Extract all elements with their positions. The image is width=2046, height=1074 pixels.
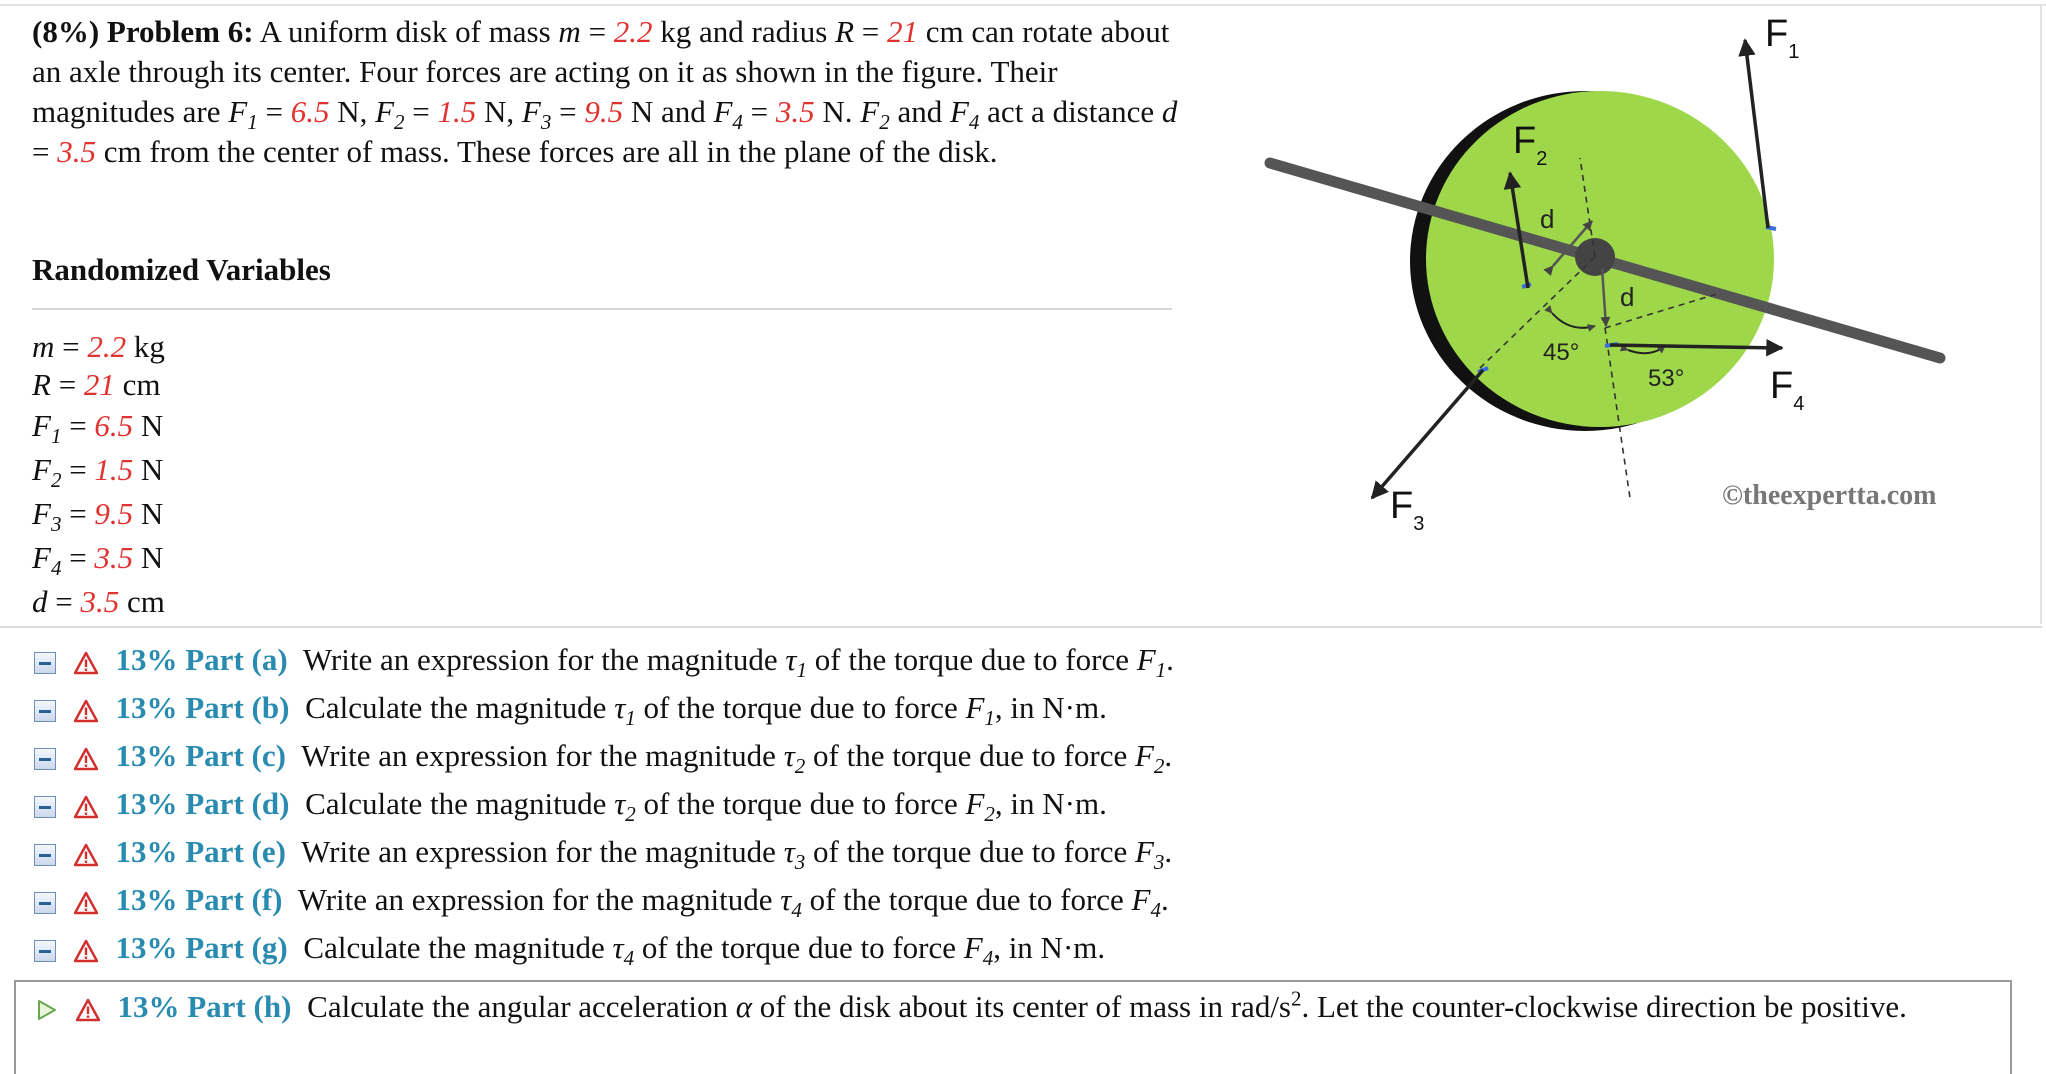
collapse-icon[interactable] (34, 652, 56, 674)
part-e[interactable] (34, 828, 1994, 876)
collapse-icon[interactable] (34, 940, 56, 962)
mass-value: 2.2 (613, 14, 653, 49)
part-question: Calculate the magnitude $\tau_1$ of the torque due to force $F_1$, in N·m. (305, 690, 1107, 731)
parts-list (34, 636, 1994, 972)
label-f1: $F_1$ (1765, 13, 1800, 63)
part-label[interactable]: 13% Part (g) (115, 930, 288, 965)
part-label[interactable]: 13% Part (c) (115, 738, 286, 773)
collapse-icon[interactable] (34, 844, 56, 866)
part-d[interactable] (34, 780, 1994, 828)
warning-icon (74, 843, 98, 867)
randomized-variables-list (32, 328, 165, 624)
label-d-lower: d (1620, 282, 1635, 312)
f3-value: 9.5 (584, 94, 624, 129)
part-label[interactable]: 13% Part (a) (115, 642, 288, 677)
part-a[interactable] (34, 636, 1994, 684)
part-g[interactable] (34, 924, 1994, 972)
variable-f3: $F_3 = 9.5$ N (32, 496, 164, 537)
part-question: Calculate the angular acceleration α of the disk about its center of mass in rad/$s^2$. Let the counter-clockwise direction be positive. (307, 986, 1907, 1024)
label-f4: $F_4$ (1770, 365, 1805, 415)
warning-icon (76, 998, 100, 1022)
part-question: Write an expression for the magnitude $\tau_4$ of the torque due to force $F_4$. (297, 882, 1169, 923)
warning-icon (74, 891, 98, 915)
part-label[interactable]: 13% Part (h) (117, 989, 292, 1024)
collapse-icon[interactable] (34, 700, 56, 722)
copyright-text: ©theexpertta.com (1722, 480, 1937, 511)
warning-icon (74, 795, 98, 819)
part-b[interactable] (34, 684, 1994, 732)
part-question: Calculate the magnitude $\tau_2$ of the torque due to force $F_2$, in N·m. (305, 786, 1107, 827)
variable-f1: $F_1 = 6.5$ N (32, 408, 164, 449)
part-label[interactable]: 13% Part (f) (115, 882, 283, 917)
part-question: Write an expression for the magnitude $\tau_1$ of the torque due to force $F_1$. (302, 642, 1174, 683)
part-question: Calculate the magnitude $\tau_4$ of the torque due to force $F_4$, in N·m. (303, 930, 1106, 971)
force-diagram (1260, 8, 2000, 548)
distance-value: 3.5 (57, 134, 96, 169)
expand-arrow-icon[interactable] (36, 998, 58, 1022)
label-d-upper: d (1540, 204, 1555, 234)
force-f3-arrow (1372, 370, 1483, 498)
part-f[interactable] (34, 876, 1994, 924)
randomized-variables-heading: Randomized Variables (32, 252, 331, 287)
radius-value: 21 (887, 14, 918, 49)
problem-weight: (8%) (32, 14, 100, 49)
collapse-icon[interactable] (34, 892, 56, 914)
variable-d: d = 3.5 cm (32, 584, 165, 619)
warning-icon (74, 651, 98, 675)
right-border (2040, 4, 2042, 624)
section-divider (0, 626, 2042, 628)
part-question: Write an expression for the magnitude $\tau_2$ of the torque due to force $F_2$. (301, 738, 1173, 779)
warning-icon (74, 747, 98, 771)
randomized-divider (32, 308, 1172, 310)
warning-icon (74, 939, 98, 963)
label-f2: $F_2$ (1513, 120, 1548, 170)
collapse-icon[interactable] (34, 796, 56, 818)
f2-value: 1.5 (437, 94, 477, 129)
part-h[interactable] (14, 980, 2012, 1074)
part-label[interactable]: 13% Part (e) (115, 834, 286, 869)
part-c[interactable] (34, 732, 1994, 780)
part-question: Write an expression for the magnitude $\tau_3$ of the torque due to force $F_3$. (301, 834, 1173, 875)
variable-f2: $F_2 = 1.5$ N (32, 452, 164, 493)
f1-value: 6.5 (290, 94, 330, 129)
variable-m: m = 2.2 kg (32, 329, 165, 364)
problem-title: Problem 6: (106, 14, 254, 49)
part-label[interactable]: 13% Part (d) (115, 786, 290, 821)
label-angle-53: 53° (1648, 365, 1685, 392)
problem-statement: (8%) Problem 6: A uniform disk of mass m = 2.2 kg and radius R = 21 cm can rotate about an axle through its center. Four forces are acting on it as shown in the figure. Their magnitudes are $F_1 = 6.5$ N, $F_2 = 1.5$ N, $F_3 = 9.5$ N and $F_4 = 3.5$ N. $F_2$ and $F_4$ act a distance d = 3.5 cm from the center of mass. These forces are all in the plane of the disk. (32, 14, 1178, 169)
label-f3: $F_3$ (1390, 485, 1425, 535)
top-border (0, 4, 2046, 6)
label-angle-45: 45° (1543, 339, 1580, 366)
warning-icon (74, 699, 98, 723)
collapse-icon[interactable] (34, 748, 56, 770)
f4-value: 3.5 (775, 94, 815, 129)
variable-r: R = 21 cm (32, 367, 161, 402)
variable-f4: $F_4 = 3.5$ N (32, 540, 164, 581)
part-label[interactable]: 13% Part (b) (115, 690, 290, 725)
